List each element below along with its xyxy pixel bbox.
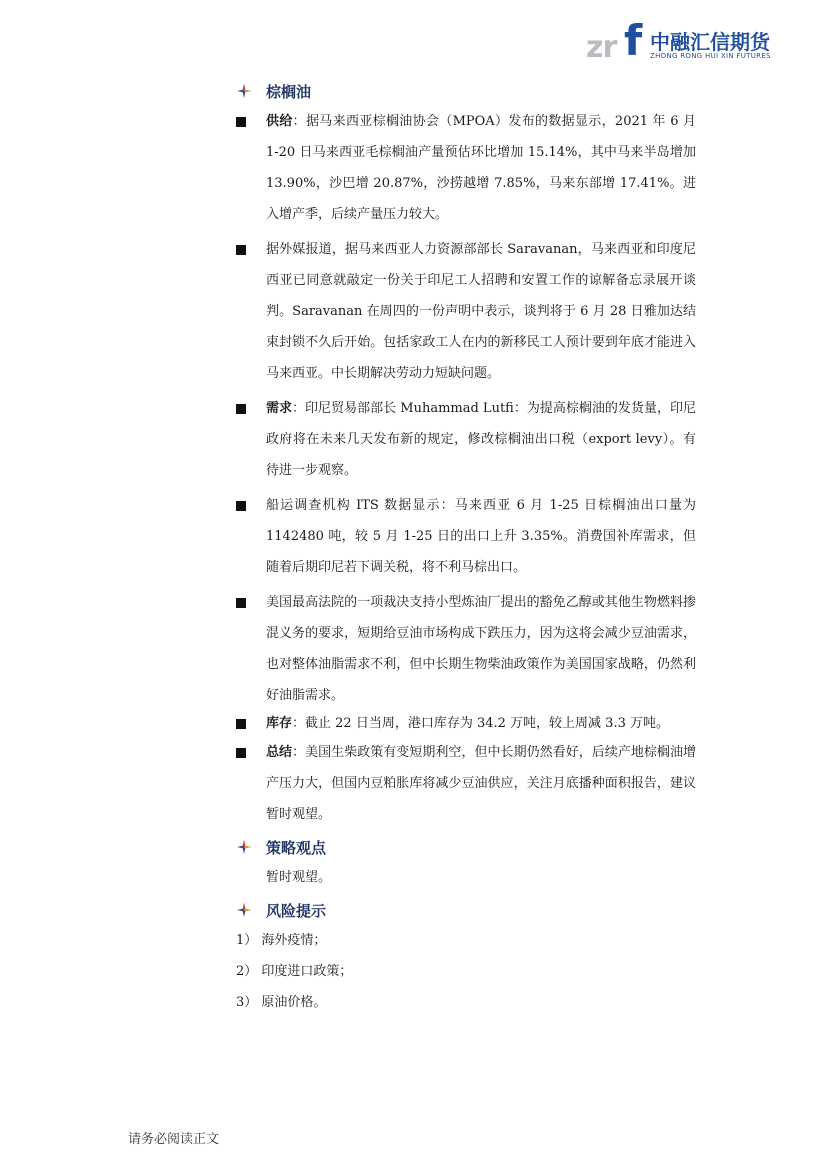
bullet-text: ：据马来西亚棕榈油协会（MPOA）发布的数据显示，2021 年 6 月 1-20 日马来西亚毛棕榈油产量预估环比增加 15.14%，其中马来半岛增加 13.90%，沙巴增 20.87%，沙捞越增 7.85%，马来东部增 17.41%。进入增产季，后续产量压力较大。 [266,114,696,222]
bullet-export [236,490,696,583]
section-heading-strategy [236,832,696,862]
bullet-labor [236,234,696,389]
square-bullet-icon [236,598,246,608]
square-bullet-icon [236,404,246,414]
bullet-text: ：美国生柴政策有变短期利空，但中长期仍然看好，后续产地棕榈油增产压力大，但国内豆粕胀库将减少豆油供应，关注月底播种面积报告，建议暂时观望。 [266,745,696,822]
square-bullet-icon [236,245,246,255]
square-bullet-icon [236,748,246,758]
section-heading-palm-oil [236,76,696,106]
logo-f-mark: f [624,16,643,65]
bullet-text: ：印尼贸易部部长 Muhammad Lutfi：为提高棕榈油的发货量，印尼政府将在未来几天发布新的规定，修改棕榈油出口税（export levy）。有待进一步观察。 [266,401,696,478]
bullet-demand [236,393,696,486]
square-bullet-icon [236,117,246,127]
strategy-text: 暂时观望。 [266,870,332,885]
bullet-summary [236,737,696,830]
report-content [236,76,696,1018]
logo-chinese-name: 中融汇信期货 [650,30,770,54]
bullet-label: 库存 [266,716,293,731]
risk-item: 3） 原油价格。 [236,995,327,1010]
bullet-label: 需求 [266,401,293,416]
bullet-text: ：截止 22 日当周，港口库存为 34.2 万吨，较上周减 3.3 万吨。 [292,716,669,731]
section-heading-risk [236,895,696,925]
bullet-supply [236,106,696,230]
footer-notice: 请务必阅读正文 [128,1132,220,1147]
risk-item: 1） 海外疫情； [236,933,327,948]
company-logo [586,16,786,66]
section-title: 棕榈油 [266,82,312,101]
square-bullet-icon [236,719,246,729]
logo-english-name: ZHONG RONG HUI XIN FUTURES [650,52,771,60]
diamond-bullet-icon [236,839,252,855]
risk-item: 2） 印度进口政策； [236,964,353,979]
section-title: 策略观点 [266,838,327,857]
bullet-us-policy [236,587,696,711]
bullet-label: 总结 [266,745,293,760]
bullet-stock [236,711,696,737]
bullet-label: 供给 [266,114,293,129]
square-bullet-icon [236,501,246,511]
diamond-bullet-icon [236,83,252,99]
section-title: 风险提示 [266,901,327,920]
bullet-text: 美国最高法院的一项裁决支持小型炼油厂提出的豁免乙醇或其他生物燃料掺混义务的要求，短期给豆油市场构成下跌压力，因为这将会减少豆油需求，也对整体油脂需求不利，但中长期生物柴油政策作为美国国家战略，仍然利好油脂需求。 [266,595,696,703]
bullet-text: 据外媒报道，据马来西亚人力资源部部长 Saravanan，马来西亚和印度尼西亚已同意就敲定一份关于印尼工人招聘和安置工作的谅解备忘录展开谈判。Saravanan 在周四的一份声明中表示，谈判将于 6 月 28 日雅加达结束封锁不久后开始。包括家政工人在内的新移民工人预计要到年底才能进入马来西亚。中长期解决劳动力短缺问题。 [266,242,696,381]
diamond-bullet-icon [236,902,252,918]
logo-mark: zr [586,30,617,65]
bullet-text: 船运调查机构 ITS 数据显示：马来西亚 6 月 1-25 日棕榈油出口量为 1142480 吨，较 5 月 1-25 日的出口上升 3.35%。消费国补库需求，但随着后期印尼若下调关税，将不利马棕出口。 [266,498,696,575]
